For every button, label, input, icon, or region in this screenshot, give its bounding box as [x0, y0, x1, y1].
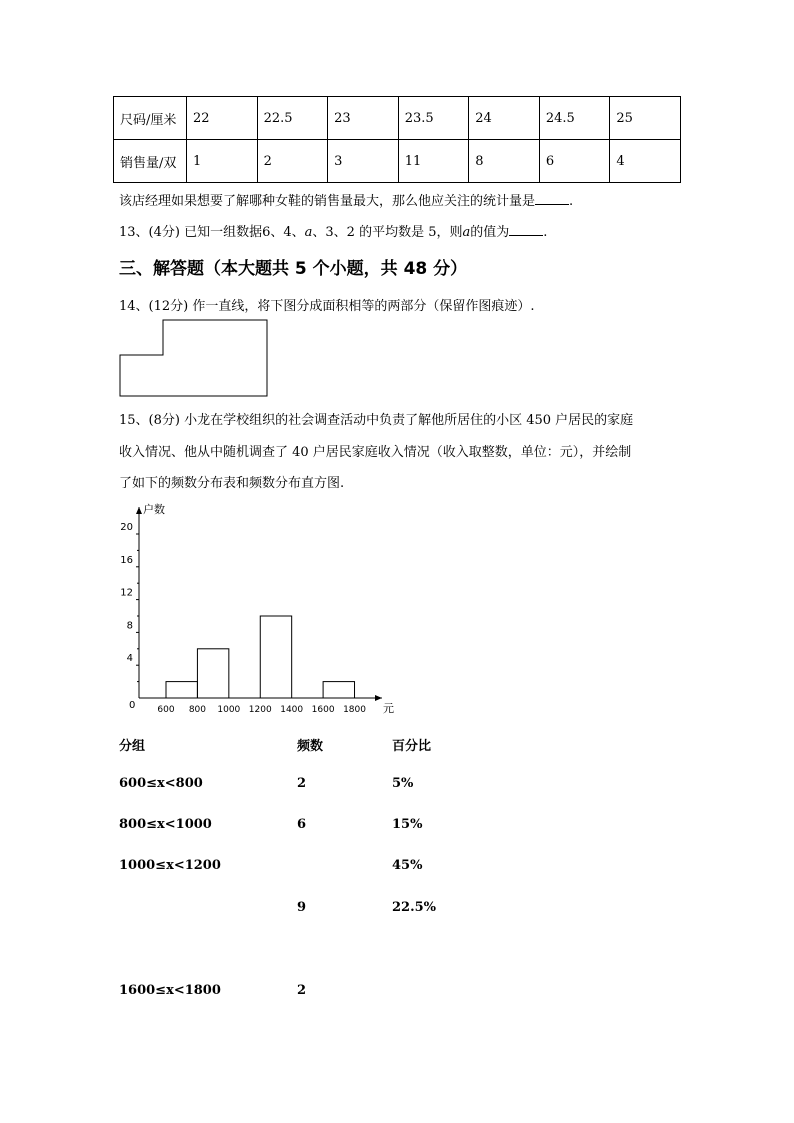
q14-question: 14、(12分) 作一直线，将下图分成面积相等的两部分（保留作图痕迹）.: [119, 299, 535, 314]
freq-table-cell: 9: [297, 900, 307, 915]
q13-variable-a: a: [304, 225, 313, 240]
q13-part2: 、3、2 的平均数是 5，则: [312, 225, 463, 240]
q15-line1: 15、(8分) 小龙在学校组织的社会调查活动中负责了解他所居住的小区 450 户居民的家庭: [119, 413, 634, 428]
size-table-cell: 23.5: [398, 97, 469, 140]
size-table-cell: 11: [398, 140, 469, 183]
size-sales-table: [113, 96, 681, 183]
size-table-cell: 2: [257, 140, 328, 183]
freq-table-header: 分组: [119, 739, 146, 754]
x-tick-label: 1000: [217, 705, 241, 715]
q12-end: .: [569, 194, 574, 209]
step-shape-outline: [120, 320, 267, 396]
q15-line3: 了如下的频数分布表和频数分布直方图.: [119, 476, 345, 491]
x-tick-label: 800: [188, 705, 207, 715]
freq-table-header: 频数: [297, 739, 324, 754]
y-axis-label: 户数: [143, 503, 165, 516]
histogram-bar: [166, 682, 197, 698]
freq-table-cell: 45%: [392, 858, 423, 873]
q13-part1: 13、(4分) 已知一组数据6、4、: [119, 225, 305, 240]
q15-line2: 收入情况、他从中随机调查了 40 户居民家庭收入情况（收入取整数，单位：元），并绘制: [119, 445, 632, 460]
freq-table-cell: 1000≤x<1200: [119, 858, 221, 873]
x-tick-label: 1600: [311, 705, 335, 715]
size-table-cell: 22.5: [257, 97, 328, 140]
histogram-bar: [323, 682, 354, 698]
size-table-cell: 4: [610, 140, 681, 183]
size-table-cell: 3: [328, 140, 399, 183]
x-tick-label: 1800: [343, 705, 366, 715]
q13-answer-blank[interactable]: [509, 225, 543, 236]
freq-table-header: 百分比: [392, 739, 432, 754]
size-table-cell: 8: [469, 140, 540, 183]
size-table-cell: 24: [469, 97, 540, 140]
x-tick-label: 600: [157, 705, 175, 715]
freq-table-cell: 2: [297, 776, 307, 791]
histogram-bar: [260, 616, 291, 698]
freq-table-cell: 22.5%: [392, 900, 437, 915]
x-tick-label: 1400: [280, 705, 304, 715]
size-table-row: [114, 140, 681, 183]
q12-question-tail: [119, 190, 573, 209]
freq-table-cell: 6: [297, 817, 307, 832]
y-axis-arrow: [136, 507, 142, 514]
x-tick-label: 1200: [248, 705, 272, 715]
freq-table-cell: 600≤x<800: [119, 776, 203, 791]
frequency-histogram: [110, 495, 410, 725]
freq-table-cell: 1600≤x<1800: [119, 983, 221, 998]
y-tick-label: 8: [126, 620, 133, 632]
q13-part3: 的值为: [470, 225, 510, 240]
freq-table-cell: 5%: [392, 776, 414, 791]
q14-shape-figure: [118, 318, 270, 398]
q13-variable-a-2: a: [462, 225, 471, 240]
size-table-cell: 25: [610, 97, 681, 140]
origin-label: 0: [129, 700, 136, 711]
freq-table-cell: 800≤x<1000: [119, 817, 212, 832]
y-tick-label: 16: [120, 554, 133, 566]
size-table-cell: 23: [328, 97, 399, 140]
size-table-header-cell: 销售量/双: [114, 140, 187, 183]
size-table-cell: 22: [187, 97, 258, 140]
y-tick-label: 20: [120, 522, 133, 533]
y-tick-label: 4: [126, 653, 133, 665]
size-table-cell: 1: [187, 140, 258, 183]
freq-table-cell: 2: [297, 983, 307, 998]
size-table-row: [114, 97, 681, 140]
x-axis-label: 元: [383, 702, 394, 715]
q13-end: .: [543, 225, 548, 240]
section3-title: 三、解答题（本大题共 5 个小题，共 48 分）: [119, 259, 468, 279]
size-table-cell: 6: [539, 140, 610, 183]
histogram-bar: [197, 649, 228, 698]
q12-text: 该店经理如果想要了解哪种女鞋的销售量最大，那么他应关注的统计量是: [119, 194, 536, 209]
size-table-header-cell: 尺码/厘米: [114, 97, 187, 140]
y-tick-label: 12: [120, 587, 133, 599]
x-axis-arrow: [375, 695, 382, 701]
q13-question: [119, 221, 547, 240]
size-table-cell: 24.5: [539, 97, 610, 140]
q12-answer-blank[interactable]: [535, 194, 569, 205]
freq-table-cell: 15%: [392, 817, 423, 832]
